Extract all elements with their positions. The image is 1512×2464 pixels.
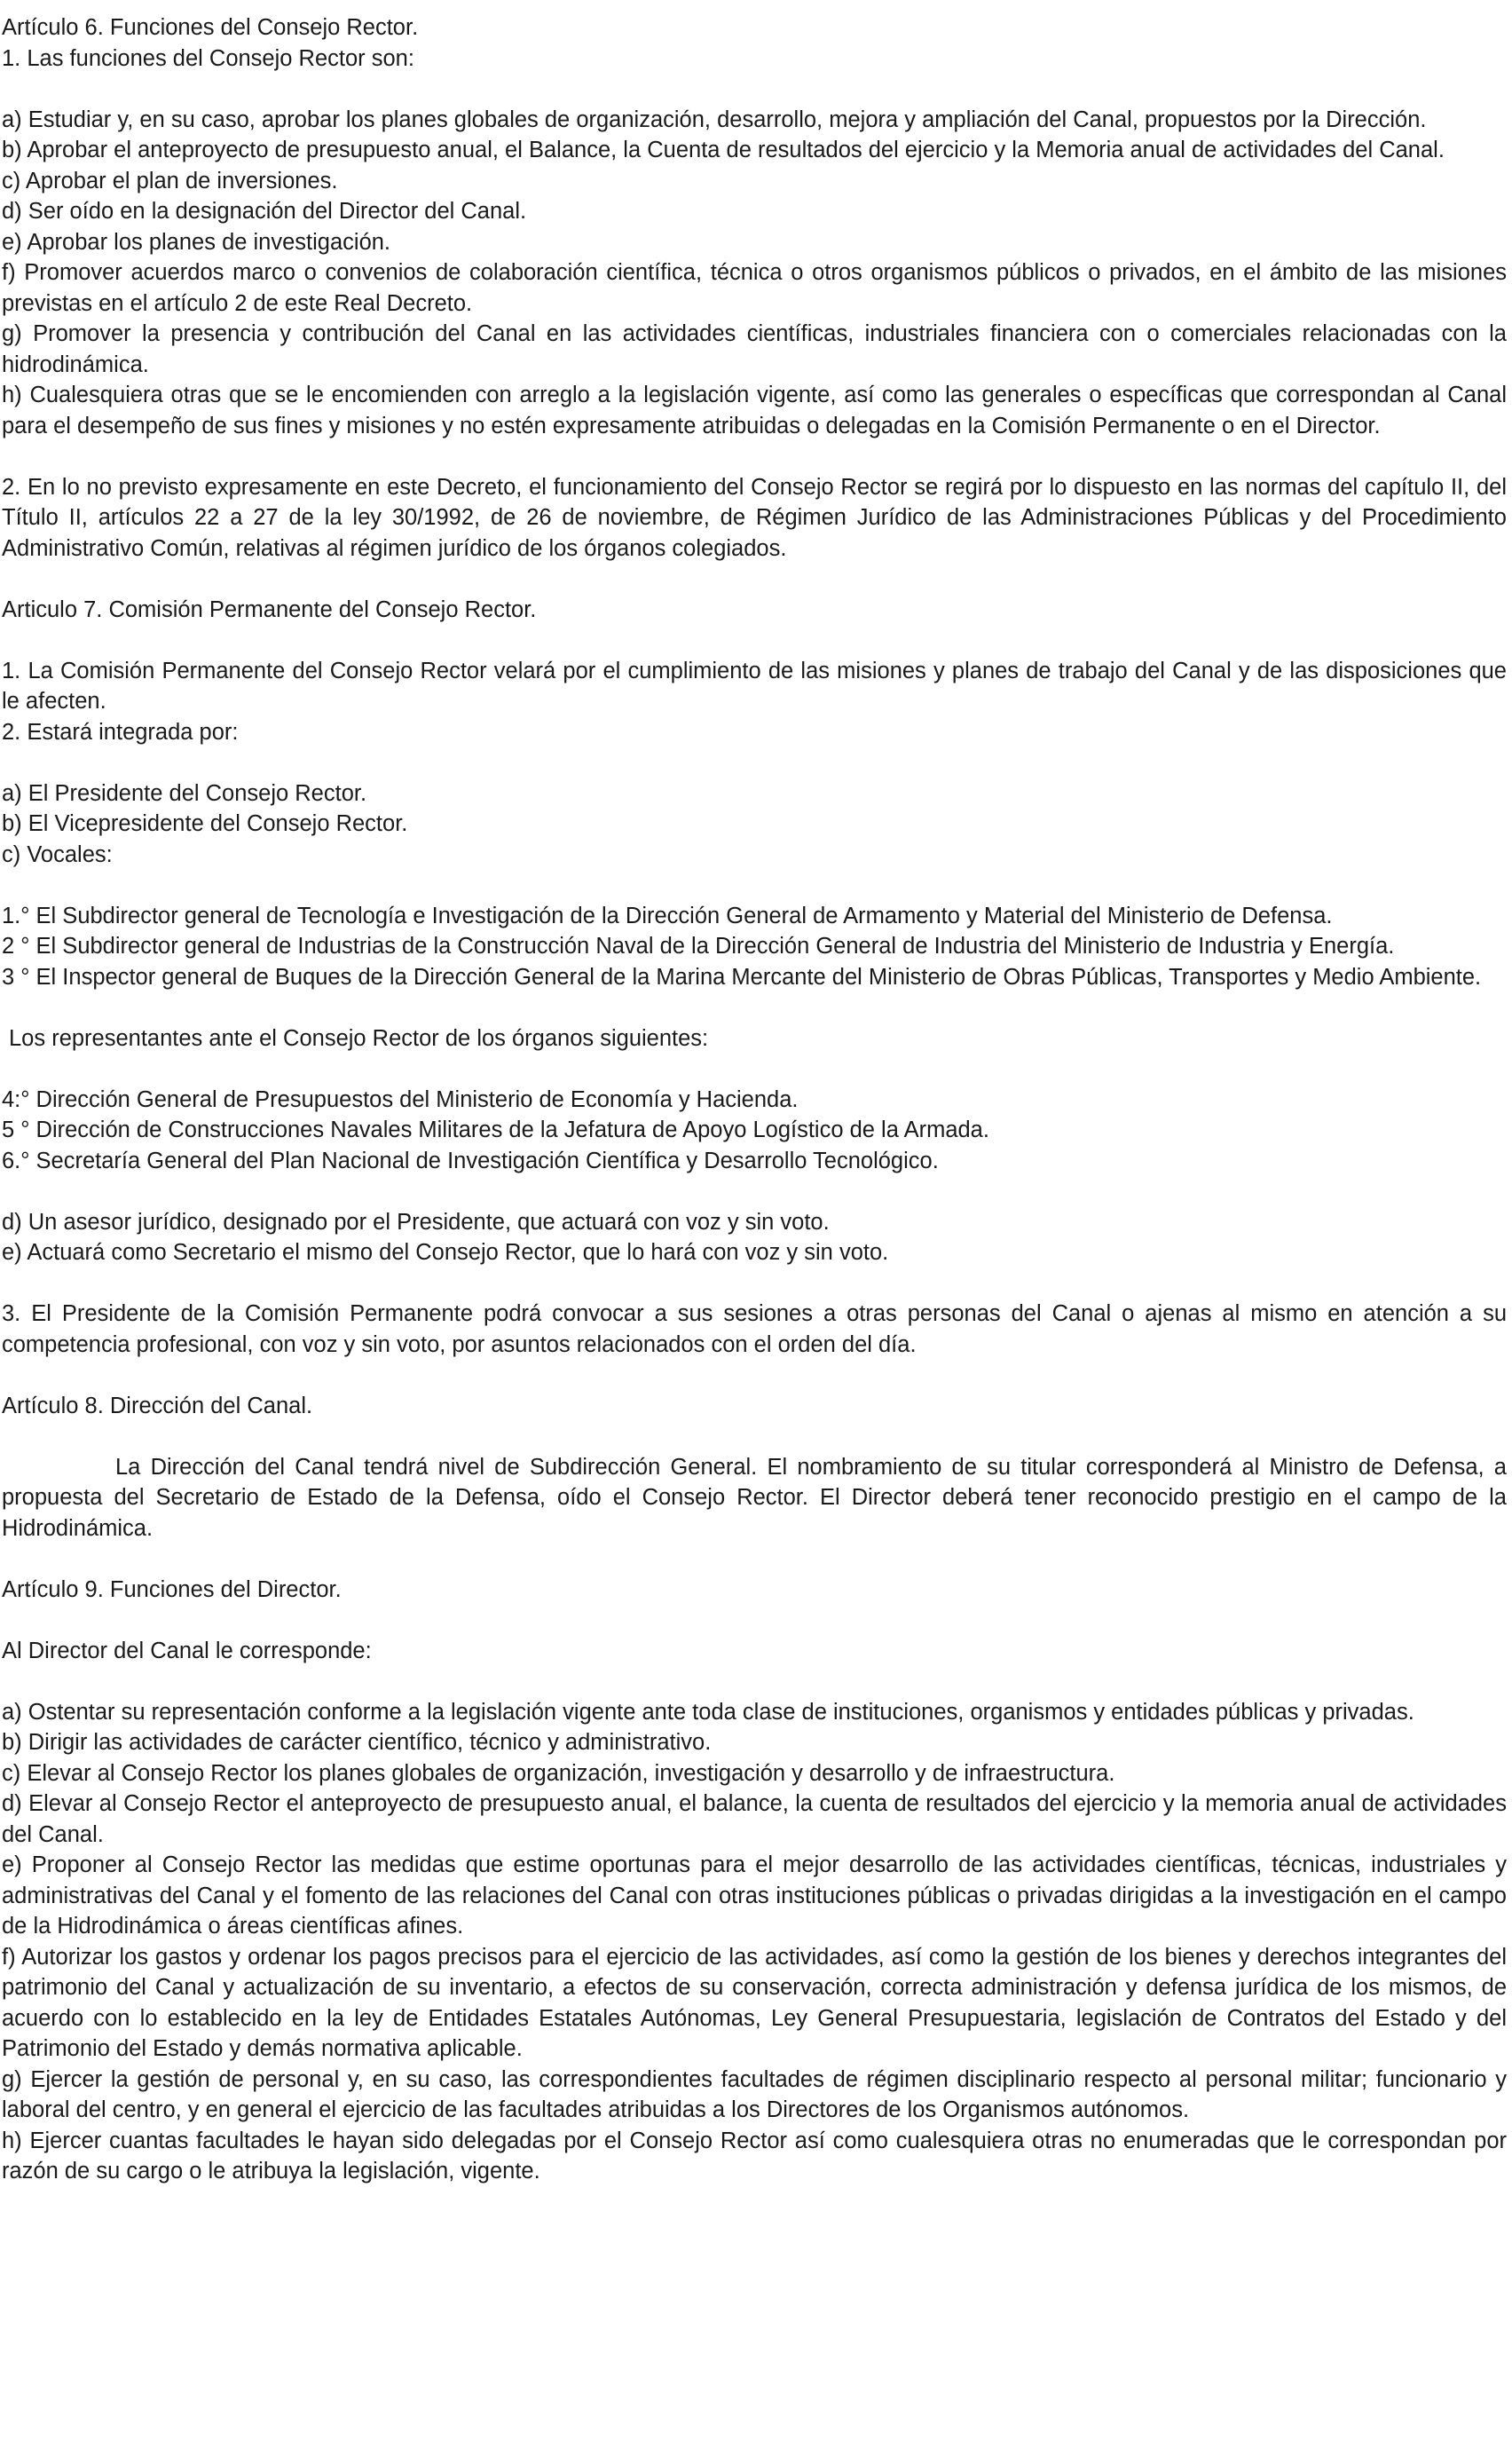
document-paragraph: Artículo 9. Funciones del Director. [2,1576,342,1602]
document-paragraph: 5 ° Dirección de Construcciones Navales Militares de la Jefatura de Apoyo Logístico de la Armada. [2,1117,989,1142]
document-paragraph: 1.° El Subdirector general de Tecnología e Investigación de la Dirección General de Armamento y Material del Ministerio de Defensa. [2,903,1333,928]
paragraph-spacer [2,441,1507,472]
document-paragraph: f) Autorizar los gastos y ordenar los pagos precisos para el ejercicio de las actividades, así como la gestión de los bienes y derechos integrantes del patrimonio del Canal y actualización de su inventario, a efectos de su conservación, correcta administración y defensa jurídica de los mismos, de acuerdo con lo establecido en la ley de Entidades Estatales Autónomas, Ley General Presupuestaria, legislación de Contratos del Estado y del Patrimonio del Estado y demás normativa aplicable. [2,1944,1507,2061]
document-paragraph: 2 ° El Subdirector general de Industrias de la Construcción Naval de la Dirección General de Industria del Ministerio de Industria y Energía. [2,934,1395,959]
document-paragraph: Artículo 8. Dirección del Canal. [2,1393,313,1418]
paragraph-spacer [2,747,1507,778]
document-paragraph: b) Aprobar el anteproyecto de presupuesto anual, el Balance, la Cuenta de resultados del ejercicio y la Memoria anual de actividades del Canal. [2,138,1445,162]
document-paragraph: a) El Presidente del Consejo Rector. [2,780,367,806]
document-paragraph: c) Elevar al Consejo Rector los planes globales de organización, investigación y desarrollo y de infraestructura. [2,1760,1115,1786]
paragraph-spacer [2,74,1507,105]
document-paragraph: 3. El Presidente de la Comisión Permanente podrá convocar a sus sesiones a otras personas del Canal o ajenas al mismo en atención a su competencia profesional, con voz y sin voto, por asuntos relacionados con el orden del día. [2,1301,1507,1357]
paragraph-spacer [2,870,1507,901]
document-paragraph: e) Actuará como Secretario el mismo del Consejo Rector, que lo hará con voz y sin voto. [2,1240,889,1265]
document-paragraph: La Dirección del Canal tendrá nivel de Subdirección General. El nombramiento de su titular corresponderá al Ministro de Defensa, a propuesta del Secretario de Estado de la Defensa, oído el Consejo Rector. El Director deberá tener reconocido prestigio en el campo de la Hidrodinámica. [2,1454,1507,1541]
document-paragraph: Artículo 6. Funciones del Consejo Rector. [2,15,419,40]
document-paragraph: g) Promover la presencia y contribución del Canal en las actividades científicas, industriales financiera con o comerciales relacionadas con la hidrodinámica. [2,321,1507,377]
document-paragraph: e) Proponer al Consejo Rector las medidas que estime oportunas para el mejor desarrollo de las actividades científicas, técnicas, industriales y administrativas del Canal y el fomento de las relaciones del Canal con otras instituciones públicas o privadas dirigidas a la investigación en el campo de la Hidrodinámica o áreas científicas afines. [2,1852,1507,1939]
document-paragraph: b) Dirigir las actividades de carácter científico, técnico y administrativo. [2,1730,712,1755]
document-paragraph: 1. La Comisión Permanente del Consejo Rector velará por el cumplimiento de las misiones y planes de trabajo del Canal y de las disposiciones que le afecten. [2,658,1507,714]
document-paragraph: c) Vocales: [2,841,113,867]
document-paragraph: 1. Las funciones del Consejo Rector son: [2,45,414,71]
document-paragraph: a) Estudiar y, en su caso, aprobar los planes globales de organización, desarrollo, mejora y ampliación del Canal, propuestos por la Dirección. [2,107,1427,132]
document-paragraph: d) Un asesor jurídico, designado por el Presidente, que actuará con voz y sin voto. [2,1209,830,1235]
paragraph-spacer [2,1421,1507,1452]
document-paragraph: Articulo 7. Comisión Permanente del Consejo Rector. [2,596,537,622]
paragraph-spacer [2,1176,1507,1207]
document-paragraph: d) Elevar al Consejo Rector el anteproyecto de presupuesto anual, el balance, la cuenta de resultados del ejercicio y la memoria anual de actividades del Canal. [2,1791,1507,1847]
paragraph-spacer [2,564,1507,595]
document-paragraph: 2. Estará integrada por: [2,719,239,745]
document-paragraph: h) Ejercer cuantas facultades le hayan sido delegadas por el Consejo Rector así como cualesquiera otras no enumeradas que le correspondan por razón de su cargo o le atribuya la legislación, vigente. [2,2128,1507,2184]
paragraph-spacer [2,625,1507,656]
paragraph-spacer [2,1605,1507,1636]
document-paragraph: 6.° Secretaría General del Plan Nacional de Investigación Científica y Desarrollo Tecnológico. [2,1148,939,1173]
document-paragraph: 4:° Dirección General de Presupuestos del Ministerio de Economía y Hacienda. [2,1086,799,1112]
paragraph-spacer [2,1054,1507,1085]
paragraph-spacer [2,992,1507,1023]
paragraph-spacer [2,1666,1507,1697]
document-paragraph: b) El Vicepresidente del Consejo Rector. [2,811,408,836]
document-paragraph: e) Aprobar los planes de investigación. [2,229,391,255]
document-paragraph: 3 ° El Inspector general de Buques de la Dirección General de la Marina Mercante del Ministerio de Obras Públicas, Transportes y Medio Ambiente. [2,964,1482,990]
document-paragraph: c) Aprobar el plan de inversiones. [2,168,338,193]
paragraph-spacer [2,1360,1507,1391]
document-paragraph: 2. En lo no previsto expresamente en este Decreto, el funcionamiento del Consejo Rector se regirá por lo dispuesto en las normas del capítulo II, del Título II, artículos 22 a 27 de la ley 30/1992, de 26 de noviembre, de Régimen Jurídico de las Administraciones Públicas y del Procedimiento Administrativo Común, relativas al régimen jurídico de los órganos colegiados. [2,474,1507,561]
document-paragraph: a) Ostentar su representación conforme a la legislación vigente ante toda clase de instituciones, organismos y entidades públicas y privadas. [2,1699,1414,1725]
document-paragraph: f) Promover acuerdos marco o convenios de colaboración científica, técnica o otros organismos públicos o privados, en el ámbito de las misiones previstas en el artículo 2 de este Real Decreto. [2,260,1507,316]
paragraph-spacer [2,1268,1507,1299]
paragraph-spacer [2,1544,1507,1575]
document-paragraph: g) Ejercer la gestión de personal y, en su caso, las correspondientes facultades de régimen disciplinario respecto al personal militar; funcionario y laboral del centro, y en general el ejercicio de las facultades atribuidas a los Directores de los Organismos autónomos. [2,2066,1507,2122]
document-paragraph: Los representantes ante el Consejo Rector de los órganos siguientes: [9,1025,709,1051]
document-paragraph: h) Cualesquiera otras que se le encomienden con arreglo a la legislación vigente, así como las generales o específicas que correspondan al Canal para el desempeño de sus fines y misiones y no estén expresamente atribuidas o delegadas en la Comisión Permanente o en el Director. [2,383,1507,438]
document-paragraph: Al Director del Canal le corresponde: [2,1638,372,1663]
document-paragraph: d) Ser oído en la designación del Director del Canal. [2,199,527,224]
